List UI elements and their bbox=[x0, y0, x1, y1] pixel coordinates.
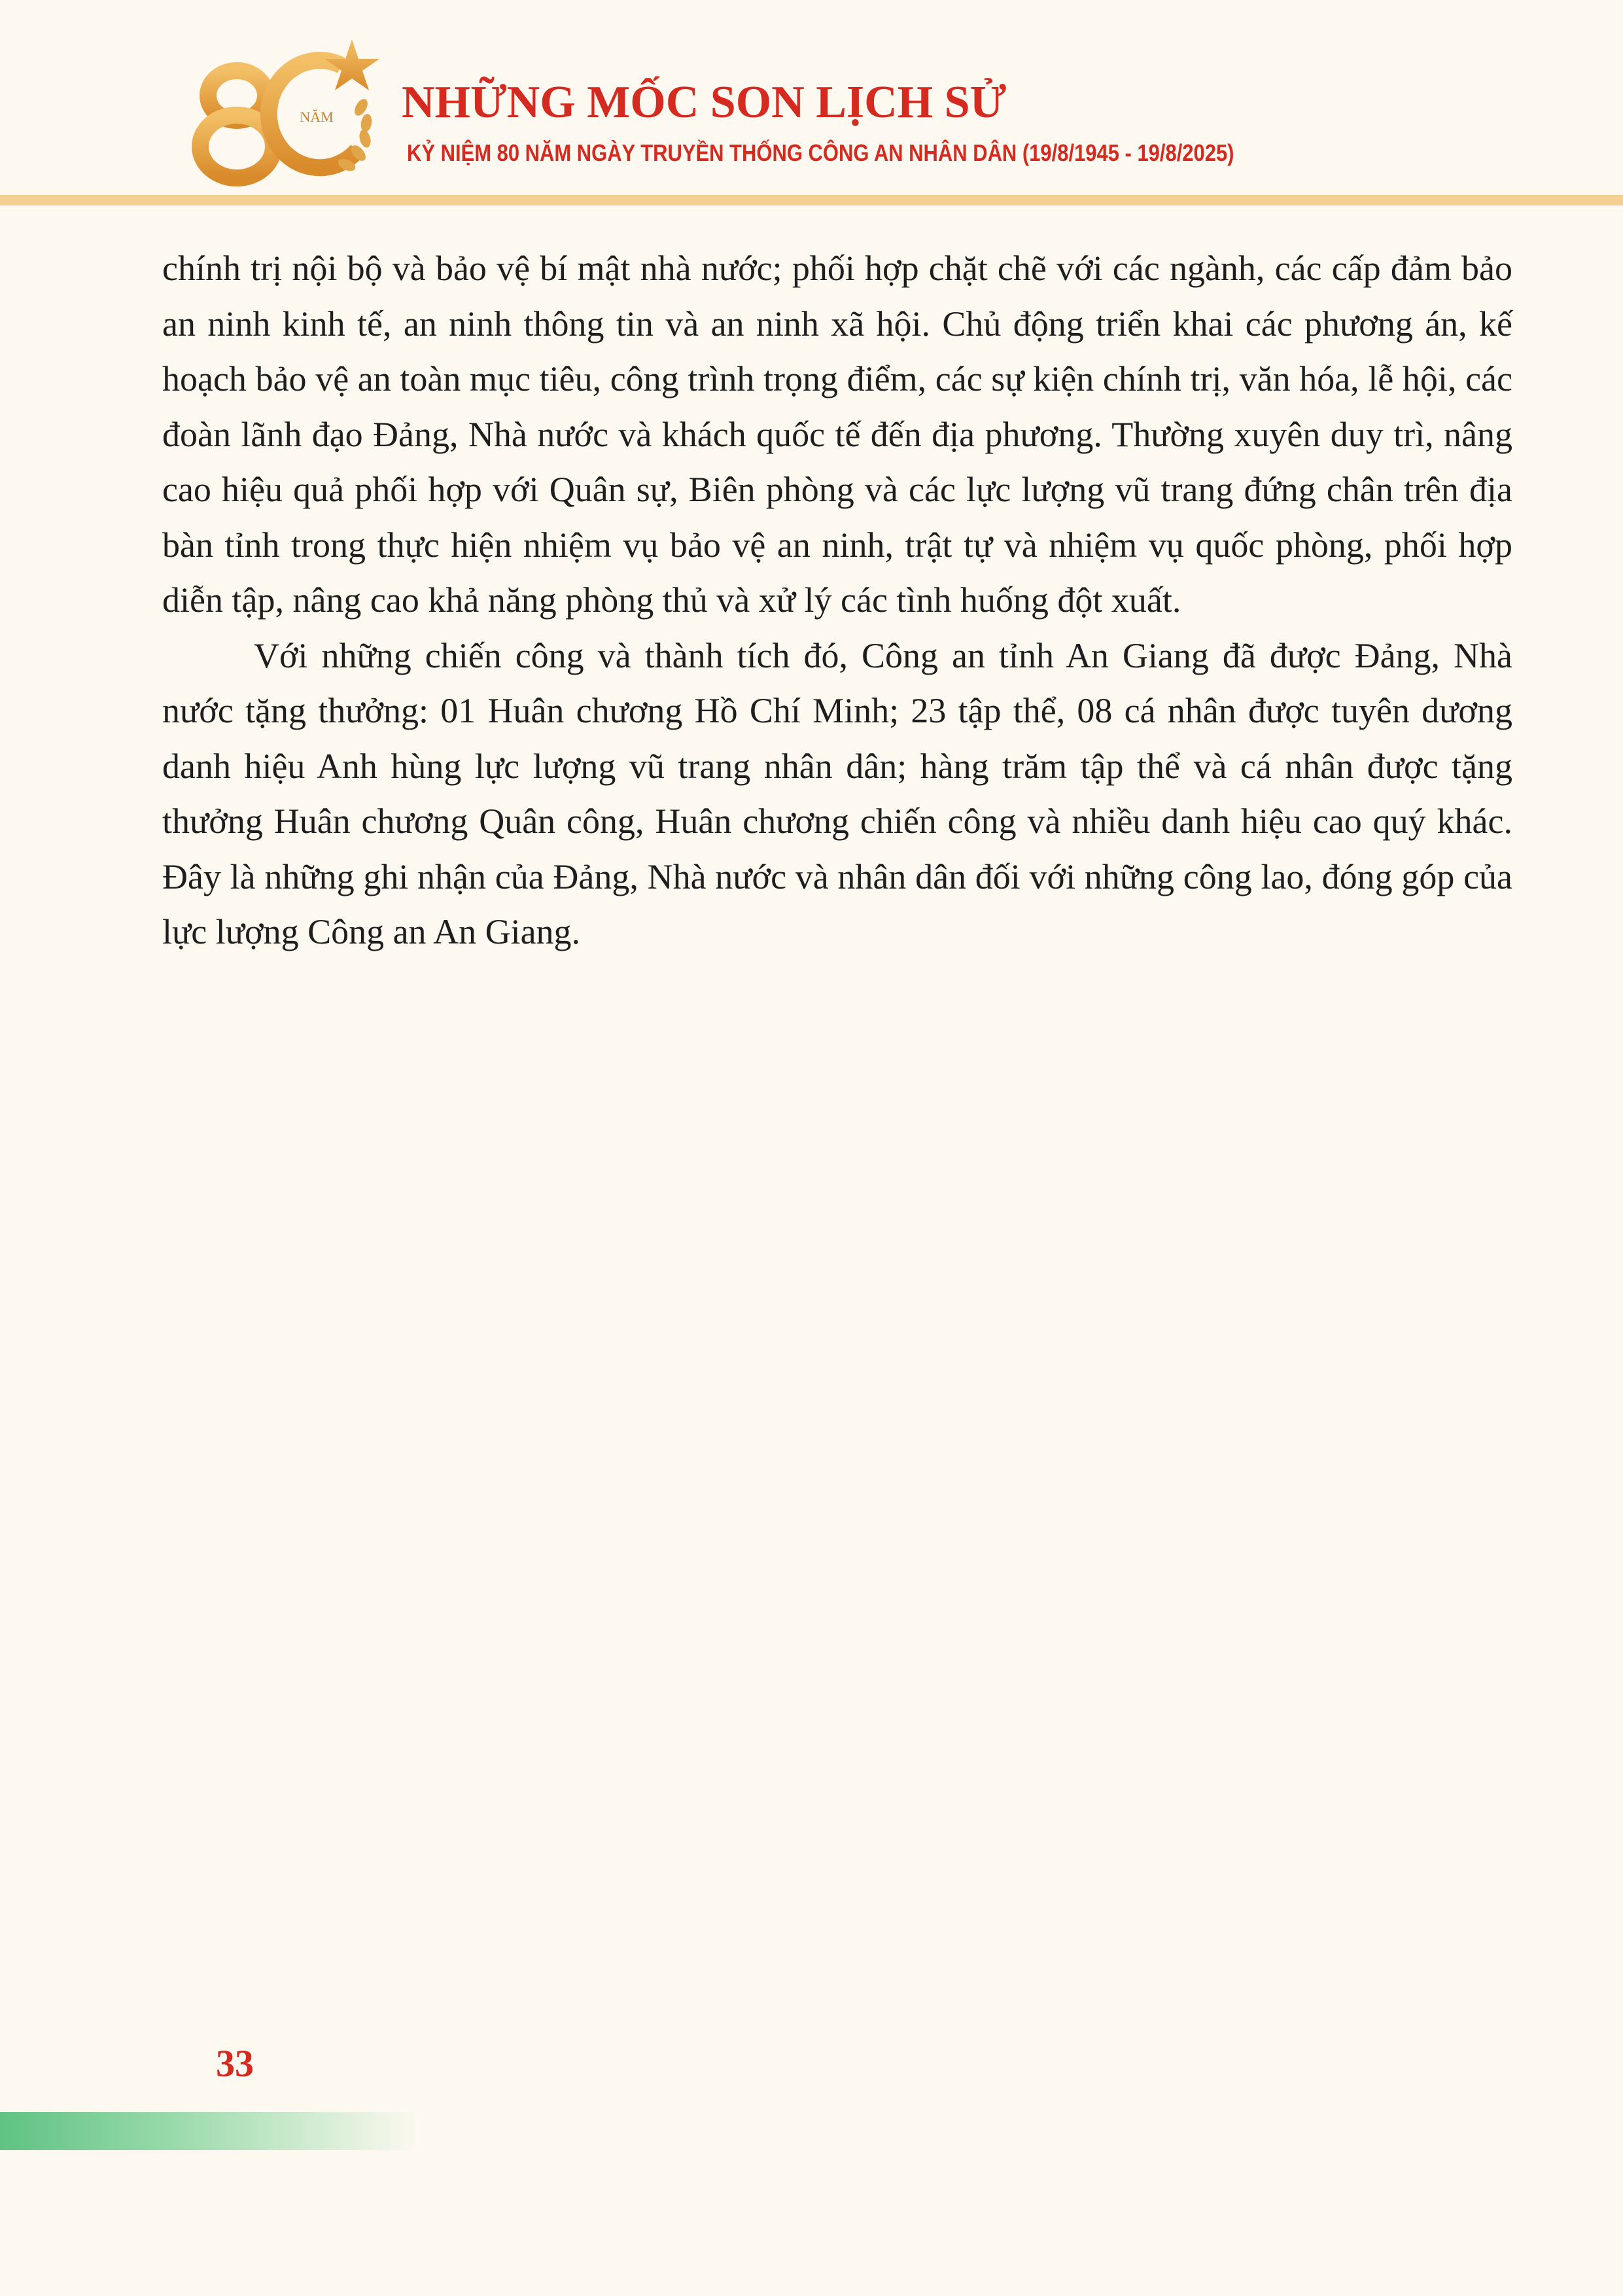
logo-text: NĂM bbox=[300, 109, 334, 125]
page-title: NHỮNG MỐC SON LỊCH SỬ bbox=[402, 77, 1007, 128]
page-number: 33 bbox=[216, 2042, 254, 2085]
anniversary-80-logo bbox=[190, 39, 406, 190]
paragraph-1: chính trị nội bộ và bảo vệ bí mật nhà nước; phối hợp chặt chẽ với các ngành, các cấp đảm bảo an ninh kinh tế, an ninh thông tin và an ninh xã hội. Chủ động triển khai các phương án, kế hoạch bảo vệ an toàn mục tiêu, công trình trọng điểm, các sự kiện chính trị, văn hóa, lễ hội, các đoàn lãnh đạo Đảng, Nhà nước và khách quốc tế đến địa phương. Thường xuyên duy trì, nâng cao hiệu quả phối hợp với Quân sự, Biên phòng và các lực lượng vũ trang đứng chân trên địa bàn tỉnh trong thực hiện nhiệm vụ bảo vệ an ninh, trật tự và nhiệm vụ quốc phòng, phối hợp diễn tập, nâng cao khả năng phòng thủ và xử lý các tình huống đột xuất. bbox=[162, 249, 1512, 620]
footer-decoration-bar bbox=[0, 2112, 419, 2150]
page-subtitle: KỶ NIỆM 80 NĂM NGÀY TRUYỀN THỐNG CÔNG AN NHÂN DÂN (19/8/1945 - 19/8/2025) bbox=[407, 139, 1234, 166]
header-divider bbox=[0, 195, 1623, 205]
article-body bbox=[162, 241, 1512, 960]
page-header bbox=[0, 0, 1623, 203]
paragraph-2: Với những chiến công và thành tích đó, Công an tỉnh An Giang đã được Đảng, Nhà nước tặng thưởng: 01 Huân chương Hồ Chí Minh; 23 tập thể, 08 cá nhân được tuyên dương danh hiệu Anh hùng lực lượng vũ trang nhân dân; hàng trăm tập thể và cá nhân được tặng thưởng Huân chương Quân công, Huân chương chiến công và nhiều danh hiệu cao quý khác. Đây là những ghi nhận của Đảng, Nhà nước và nhân dân đối với những công lao, đóng góp của lực lượng Công an An Giang. bbox=[162, 635, 1512, 951]
